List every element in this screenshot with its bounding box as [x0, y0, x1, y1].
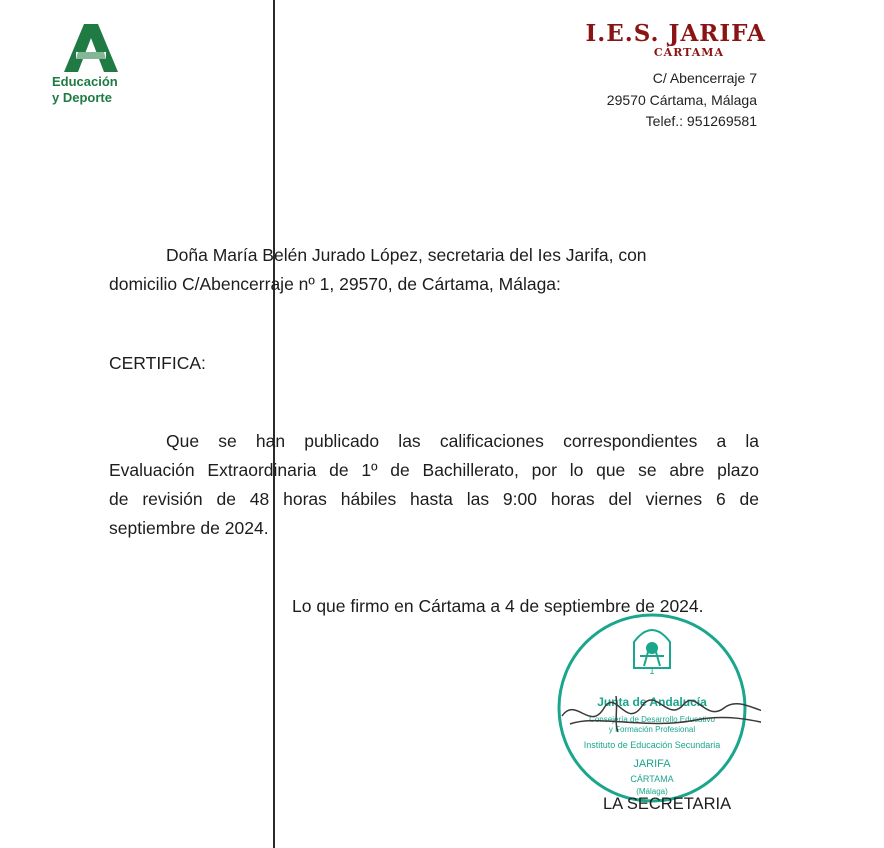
body-line-4: septiembre de 2024.: [109, 518, 269, 538]
intro-line-1: Doña María Belén Jurado López, secretaria del Ies Jarifa, con: [166, 245, 647, 265]
stamp-text-3: y Formación Profesional: [608, 725, 696, 734]
body-line-1: Que se han publicado las calificaciones correspondientes a la: [166, 431, 759, 451]
stamp-text-6: CÁRTAMA: [630, 774, 674, 784]
svg-text:1: 1: [649, 666, 655, 676]
stamp-text-2: Consejería de Desarrollo Educativo: [589, 715, 715, 724]
andalucia-a-icon: [62, 22, 120, 74]
intro-paragraph: [109, 241, 769, 299]
signature-statement: Lo que firmo en Cártama a 4 de septiembre de 2024.: [292, 596, 704, 616]
school-town: CÁRTAMA: [653, 46, 724, 59]
signer-role: LA SECRETARIA: [603, 795, 732, 813]
school-name: I.E.S. JARIFA: [585, 20, 766, 47]
intro-line-2: domicilio C/Abencerraje nº 1, 29570, de Cártama, Málaga:: [109, 274, 561, 294]
certifica-heading: CERTIFICA:: [109, 353, 206, 373]
page-fold-line: [273, 0, 275, 848]
stamp-text-4: Instituto de Educación Secundaria: [583, 740, 721, 750]
body-line-2: Evaluación Extraordinaria de 1º de Bachillerato, por lo que se abre plazo: [109, 460, 759, 480]
address-line-1: C/ Abencerraje 7: [652, 70, 757, 86]
shield-emblem-icon: [634, 630, 670, 668]
logo-text-line2: y Deporte: [52, 90, 112, 105]
stamp-text-1: Junta de Andalucía: [597, 695, 707, 709]
body-line-3: de revisión de 48 horas hábiles hasta las 9:00 horas del viernes 6 de: [109, 489, 759, 509]
phone-line: Telef.: 951269581: [645, 113, 757, 129]
stamp-text-5: JARIFA: [633, 758, 671, 770]
address-line-2: 29570 Cártama, Málaga: [606, 92, 757, 108]
official-stamp: [556, 612, 761, 812]
logo-text-line1: Educación: [52, 74, 118, 89]
education-logo: [52, 22, 142, 106]
body-paragraph: [109, 427, 759, 543]
stamp-seal: [556, 612, 761, 807]
stamp-text-7: (Málaga): [636, 787, 668, 796]
